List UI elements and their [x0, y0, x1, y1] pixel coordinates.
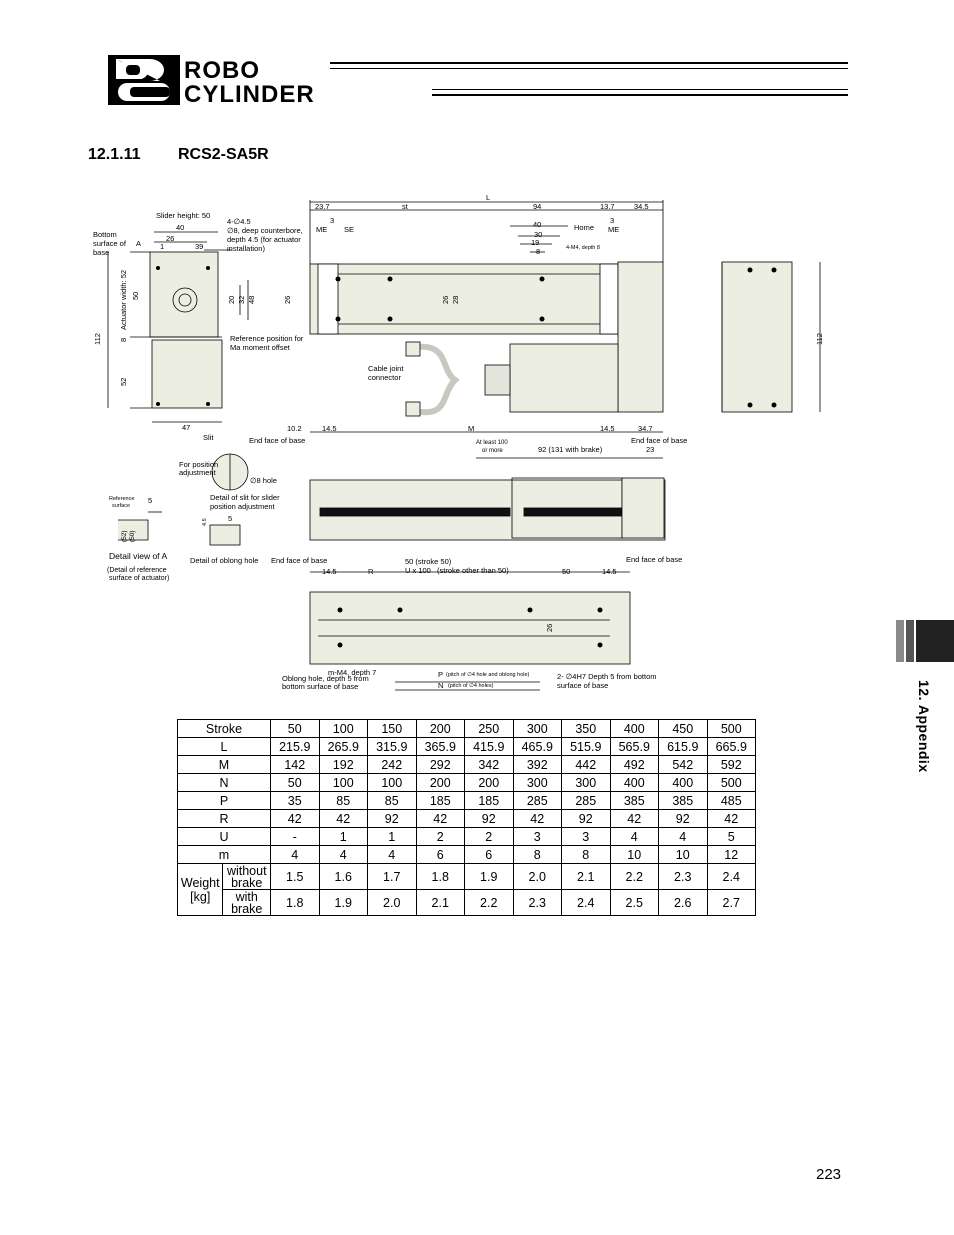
label-position-adj-2: adjustment: [179, 468, 216, 477]
table-cell: 42: [271, 810, 320, 828]
table-cell: 2.0: [368, 890, 417, 916]
table-cell: 92: [465, 810, 514, 828]
table-cell: 92: [659, 810, 708, 828]
dim-50c: 50: [562, 567, 571, 576]
label-cable-2: connector: [368, 373, 401, 382]
logo-cylinder: CYLINDER: [184, 81, 315, 105]
label-oblong-2: bottom surface of base: [282, 682, 359, 691]
label-oblong-detail: Detail of oblong hole: [190, 556, 259, 565]
label-end-face-4: End face of base: [626, 555, 683, 564]
label-reference-1: Reference: [109, 496, 135, 502]
table-cell: 465.9: [513, 738, 562, 756]
table-cell: 665.9: [707, 738, 756, 756]
table-cell: 2.4: [707, 864, 756, 890]
table-cell: 42: [416, 810, 465, 828]
section-number: 12.1.11: [88, 146, 141, 163]
dim-112: 112: [93, 333, 102, 345]
table-cell: 342: [465, 756, 514, 774]
table-row: [178, 792, 756, 810]
table-row: [178, 774, 756, 792]
table-cell: 8: [562, 846, 611, 864]
label-at-least-1: At least 100: [476, 440, 508, 446]
label-pitch-N-txt: (pitch of ∅4 holes): [448, 683, 494, 689]
dim-112b: 112: [815, 333, 824, 345]
table-cell: 2.4: [562, 890, 611, 916]
dim-26b: 26: [283, 295, 292, 304]
label-hole-8: ∅8 hole: [250, 476, 277, 485]
table-cell: 2: [416, 828, 465, 846]
label-bottom-2: surface of: [93, 239, 126, 248]
table-cell: 4: [659, 828, 708, 846]
stroke-spec-table: [177, 719, 756, 916]
table-cell: 1.8: [416, 864, 465, 890]
table-cell: 300: [562, 774, 611, 792]
table-cell: 415.9: [465, 738, 514, 756]
label-h7-1: 2- ∅4H7 Depth 5 from bottom: [557, 672, 657, 681]
label-ref-position-2: Ma moment offset: [230, 343, 290, 352]
table-cell: 42: [707, 810, 756, 828]
dim-26a: 26: [166, 234, 175, 243]
header-rule-top: [330, 62, 848, 64]
label-oblong-1: Oblong hole, depth 5 from: [282, 674, 369, 683]
table-cell: 8: [513, 846, 562, 864]
table-cell: 285: [562, 792, 611, 810]
dim-st: st: [402, 202, 408, 211]
label-slit-detail-1: Detail of slit for slider: [210, 493, 280, 502]
table-cell: 1: [319, 828, 368, 846]
dim-L: L: [486, 193, 491, 202]
dim-32: 32: [237, 295, 246, 304]
table-row-weight-without-brake: [178, 864, 756, 890]
table-cell: 315.9: [368, 738, 417, 756]
table-cell: 2.6: [659, 890, 708, 916]
header-cell: 50: [271, 720, 320, 738]
table-cell: 200: [465, 774, 514, 792]
table-cell: 5: [707, 828, 756, 846]
table-cell: 265.9: [319, 738, 368, 756]
table-row-weight-with-brake: [178, 890, 756, 916]
dim-14-5a: 14.5: [322, 424, 337, 433]
row-label: R: [178, 810, 271, 828]
table-cell: 385: [659, 792, 708, 810]
dimension-drawing: [90, 190, 850, 700]
dim-28: 28: [451, 295, 460, 304]
dim-94: 94: [533, 202, 542, 211]
table-cell: 542: [659, 756, 708, 774]
dim-14-5c: 14.5: [322, 567, 337, 576]
dim-34-7: 34.7: [638, 424, 653, 433]
table-cell: -: [271, 828, 320, 846]
table-cell: 442: [562, 756, 611, 774]
row-label: U: [178, 828, 271, 846]
label-end-face-3: End face of base: [271, 556, 328, 565]
header-rule-top-thin: [330, 68, 848, 69]
label-ref-position-1: Reference position for: [230, 334, 304, 343]
header-cell: 350: [562, 720, 611, 738]
table-cell: 185: [416, 792, 465, 810]
table-cell: 215.9: [271, 738, 320, 756]
table-cell: 6: [465, 846, 514, 864]
dim-3b: 3: [610, 216, 615, 225]
section-title: [88, 146, 269, 164]
table-cell: 4: [319, 846, 368, 864]
table-cell: 492: [610, 756, 659, 774]
dim-1: 1: [160, 242, 165, 251]
table-cell: 592: [707, 756, 756, 774]
chapter-tab-marker: [896, 620, 954, 662]
label-hole-3: depth 4.5 (for actuator: [227, 235, 301, 244]
weight-label: Weight [kg]: [178, 864, 223, 916]
label-end-face-1: End face of base: [249, 436, 306, 445]
table-cell: 100: [368, 774, 417, 792]
label-ME-left: ME: [316, 225, 328, 234]
table-cell: 42: [319, 810, 368, 828]
table-cell: 1.5: [271, 864, 320, 890]
label-hole-4: installation): [227, 244, 265, 253]
table-cell: 12: [707, 846, 756, 864]
label-m-m4: m-M4, depth 7: [328, 668, 377, 677]
dim-4-5: 4.5: [202, 518, 208, 526]
label-bottom-3: base: [93, 248, 110, 257]
dim-14-5d: 14.5: [602, 567, 617, 576]
label-pitch-P: P: [438, 670, 444, 679]
label-ME-right: ME: [608, 225, 620, 234]
dim-39: 39: [195, 242, 204, 251]
table-cell: 42: [610, 810, 659, 828]
header-cell: 500: [707, 720, 756, 738]
table-cell: 3: [513, 828, 562, 846]
dim-26c: 26: [441, 295, 450, 304]
table-cell: 192: [319, 756, 368, 774]
dim-14-5b: 14.5: [600, 424, 615, 433]
table-cell: 1: [368, 828, 417, 846]
label-slit: Slit: [203, 433, 214, 442]
table-cell: 2.2: [610, 864, 659, 890]
label-SE: SE: [344, 225, 355, 234]
table-cell: 35: [271, 792, 320, 810]
label-stroke50-3: (stroke other than 50): [437, 566, 509, 575]
table-cell: 185: [465, 792, 514, 810]
table-cell: 10: [610, 846, 659, 864]
dim-34-5: 34.5: [634, 202, 649, 211]
without-brake-label: without brake: [223, 864, 271, 890]
label-at-least-2: or more: [482, 448, 503, 454]
table-cell: 2.1: [416, 890, 465, 916]
dim-19: 19: [531, 238, 540, 247]
table-cell: 2.3: [659, 864, 708, 890]
label-home: Home: [574, 223, 595, 232]
section-model: RCS2-SA5R: [178, 146, 269, 163]
table-cell: 365.9: [416, 738, 465, 756]
dim-5b: 5: [228, 514, 233, 523]
row-label: L: [178, 738, 271, 756]
table-cell: 485: [707, 792, 756, 810]
table-cell: 6: [416, 846, 465, 864]
table-cell: 400: [610, 774, 659, 792]
table-cell: 500: [707, 774, 756, 792]
table-cell: 85: [368, 792, 417, 810]
table-cell: 4: [271, 846, 320, 864]
table-cell: 4: [610, 828, 659, 846]
table-cell: 400: [659, 774, 708, 792]
dim-8b: 8: [119, 337, 128, 342]
dim-30: 30: [534, 230, 543, 239]
page-number: 223: [816, 1166, 842, 1183]
label-slit-detail-2: position adjustment: [210, 502, 275, 511]
dim-13-7: 13.7: [600, 202, 615, 211]
table-cell: 2.3: [513, 890, 562, 916]
table-cell: 242: [368, 756, 417, 774]
header-cell: 200: [416, 720, 465, 738]
label-actuator-width: Actuator width: 52: [119, 269, 128, 330]
label-slider-height: Slider height: 50: [156, 211, 211, 220]
dim-8: 8: [536, 247, 541, 256]
dim-50b: (50): [129, 530, 136, 542]
table-cell: 392: [513, 756, 562, 774]
header-cell: 300: [513, 720, 562, 738]
table-row: [178, 846, 756, 864]
header-cell: 150: [368, 720, 417, 738]
table-cell: 42: [513, 810, 562, 828]
row-label: N: [178, 774, 271, 792]
dim-48: 48: [247, 295, 256, 304]
dim-40a: 40: [176, 223, 185, 232]
header-cell: 100: [319, 720, 368, 738]
dim-3a: 3: [330, 216, 335, 225]
table-cell: 285: [513, 792, 562, 810]
header-cell: 450: [659, 720, 708, 738]
header-rule-bottom: [432, 94, 848, 96]
table-cell: 85: [319, 792, 368, 810]
table-cell: 615.9: [659, 738, 708, 756]
label-h7-2: surface of base: [557, 681, 609, 690]
table-row: [178, 828, 756, 846]
logo-robo: ROBO: [184, 57, 260, 84]
table-cell: 50: [271, 774, 320, 792]
dim-23: 23: [646, 445, 655, 454]
label-detail-A-sub1: (Detail of reference: [107, 567, 167, 574]
dim-50: 50: [131, 291, 140, 300]
label-stroke50-2: U x 100: [405, 566, 431, 575]
table-cell: 2.5: [610, 890, 659, 916]
dim-10-2: 10.2: [287, 424, 302, 433]
table-cell: 2.1: [562, 864, 611, 890]
dim-47: 47: [182, 423, 191, 432]
label-position-adj-1: For position: [179, 460, 219, 469]
label-stroke50-1: 50 (stroke 50): [405, 557, 452, 566]
label-pitch-N: N: [438, 681, 444, 690]
table-cell: 565.9: [610, 738, 659, 756]
label-A: A: [136, 239, 142, 248]
label-end-face-2: End face of base: [631, 436, 688, 445]
dim-26d: 26: [545, 623, 554, 632]
with-brake-label: with brake: [223, 890, 271, 916]
label-hole-1: 4-∅4.5: [227, 217, 251, 226]
table-cell: 2: [465, 828, 514, 846]
header-rule-bottom-thin: [432, 89, 848, 90]
label-pitch-P-txt: (pitch of ∅4 hole and oblong hole): [446, 672, 530, 678]
table-cell: 292: [416, 756, 465, 774]
row-label: m: [178, 846, 271, 864]
table-cell: 1.8: [271, 890, 320, 916]
table-cell: 1.9: [465, 864, 514, 890]
row-label: M: [178, 756, 271, 774]
table-header-row: [178, 720, 756, 738]
table-cell: 100: [319, 774, 368, 792]
table-cell: 142: [271, 756, 320, 774]
table-cell: 385: [610, 792, 659, 810]
dim-40b: 40: [533, 220, 542, 229]
label-brake-len: 92 (131 with brake): [538, 445, 603, 454]
header-cell: 400: [610, 720, 659, 738]
table-cell: 515.9: [562, 738, 611, 756]
label-detail-A-sub2: surface of actuator): [109, 575, 170, 582]
table-cell: 200: [416, 774, 465, 792]
table-cell: 1.9: [319, 890, 368, 916]
dim-23-7: 23.7: [315, 202, 330, 211]
chapter-side-label: 12. Appendix: [916, 680, 932, 773]
table-cell: 92: [562, 810, 611, 828]
row-label: P: [178, 792, 271, 810]
dim-52b: (52): [121, 530, 128, 542]
header-cell: 250: [465, 720, 514, 738]
header-stroke: Stroke: [178, 720, 271, 738]
table-row: [178, 756, 756, 774]
label-hole-2: ∅8, deep counterbore,: [227, 226, 303, 235]
label-cable-1: Cable joint: [368, 364, 404, 373]
dim-5a: 5: [148, 496, 153, 505]
table-cell: 2.7: [707, 890, 756, 916]
table-cell: 1.7: [368, 864, 417, 890]
dim-52: 52: [119, 377, 128, 386]
dim-20: 20: [227, 295, 236, 304]
table-cell: 10: [659, 846, 708, 864]
dim-R: R: [368, 567, 374, 576]
dim-M: M: [468, 424, 475, 433]
table-cell: 2.0: [513, 864, 562, 890]
table-cell: 300: [513, 774, 562, 792]
label-reference-2: surface: [112, 503, 131, 509]
table-cell: 1.6: [319, 864, 368, 890]
table-cell: 3: [562, 828, 611, 846]
table-row: [178, 738, 756, 756]
table-row: [178, 810, 756, 828]
table-cell: 2.2: [465, 890, 514, 916]
label-bottom-1: Bottom: [93, 230, 117, 239]
table-cell: 92: [368, 810, 417, 828]
label-detail-A: Detail view of A: [109, 551, 168, 561]
label-m4-depth: 4-M4, depth 8: [566, 245, 600, 251]
table-cell: 4: [368, 846, 417, 864]
